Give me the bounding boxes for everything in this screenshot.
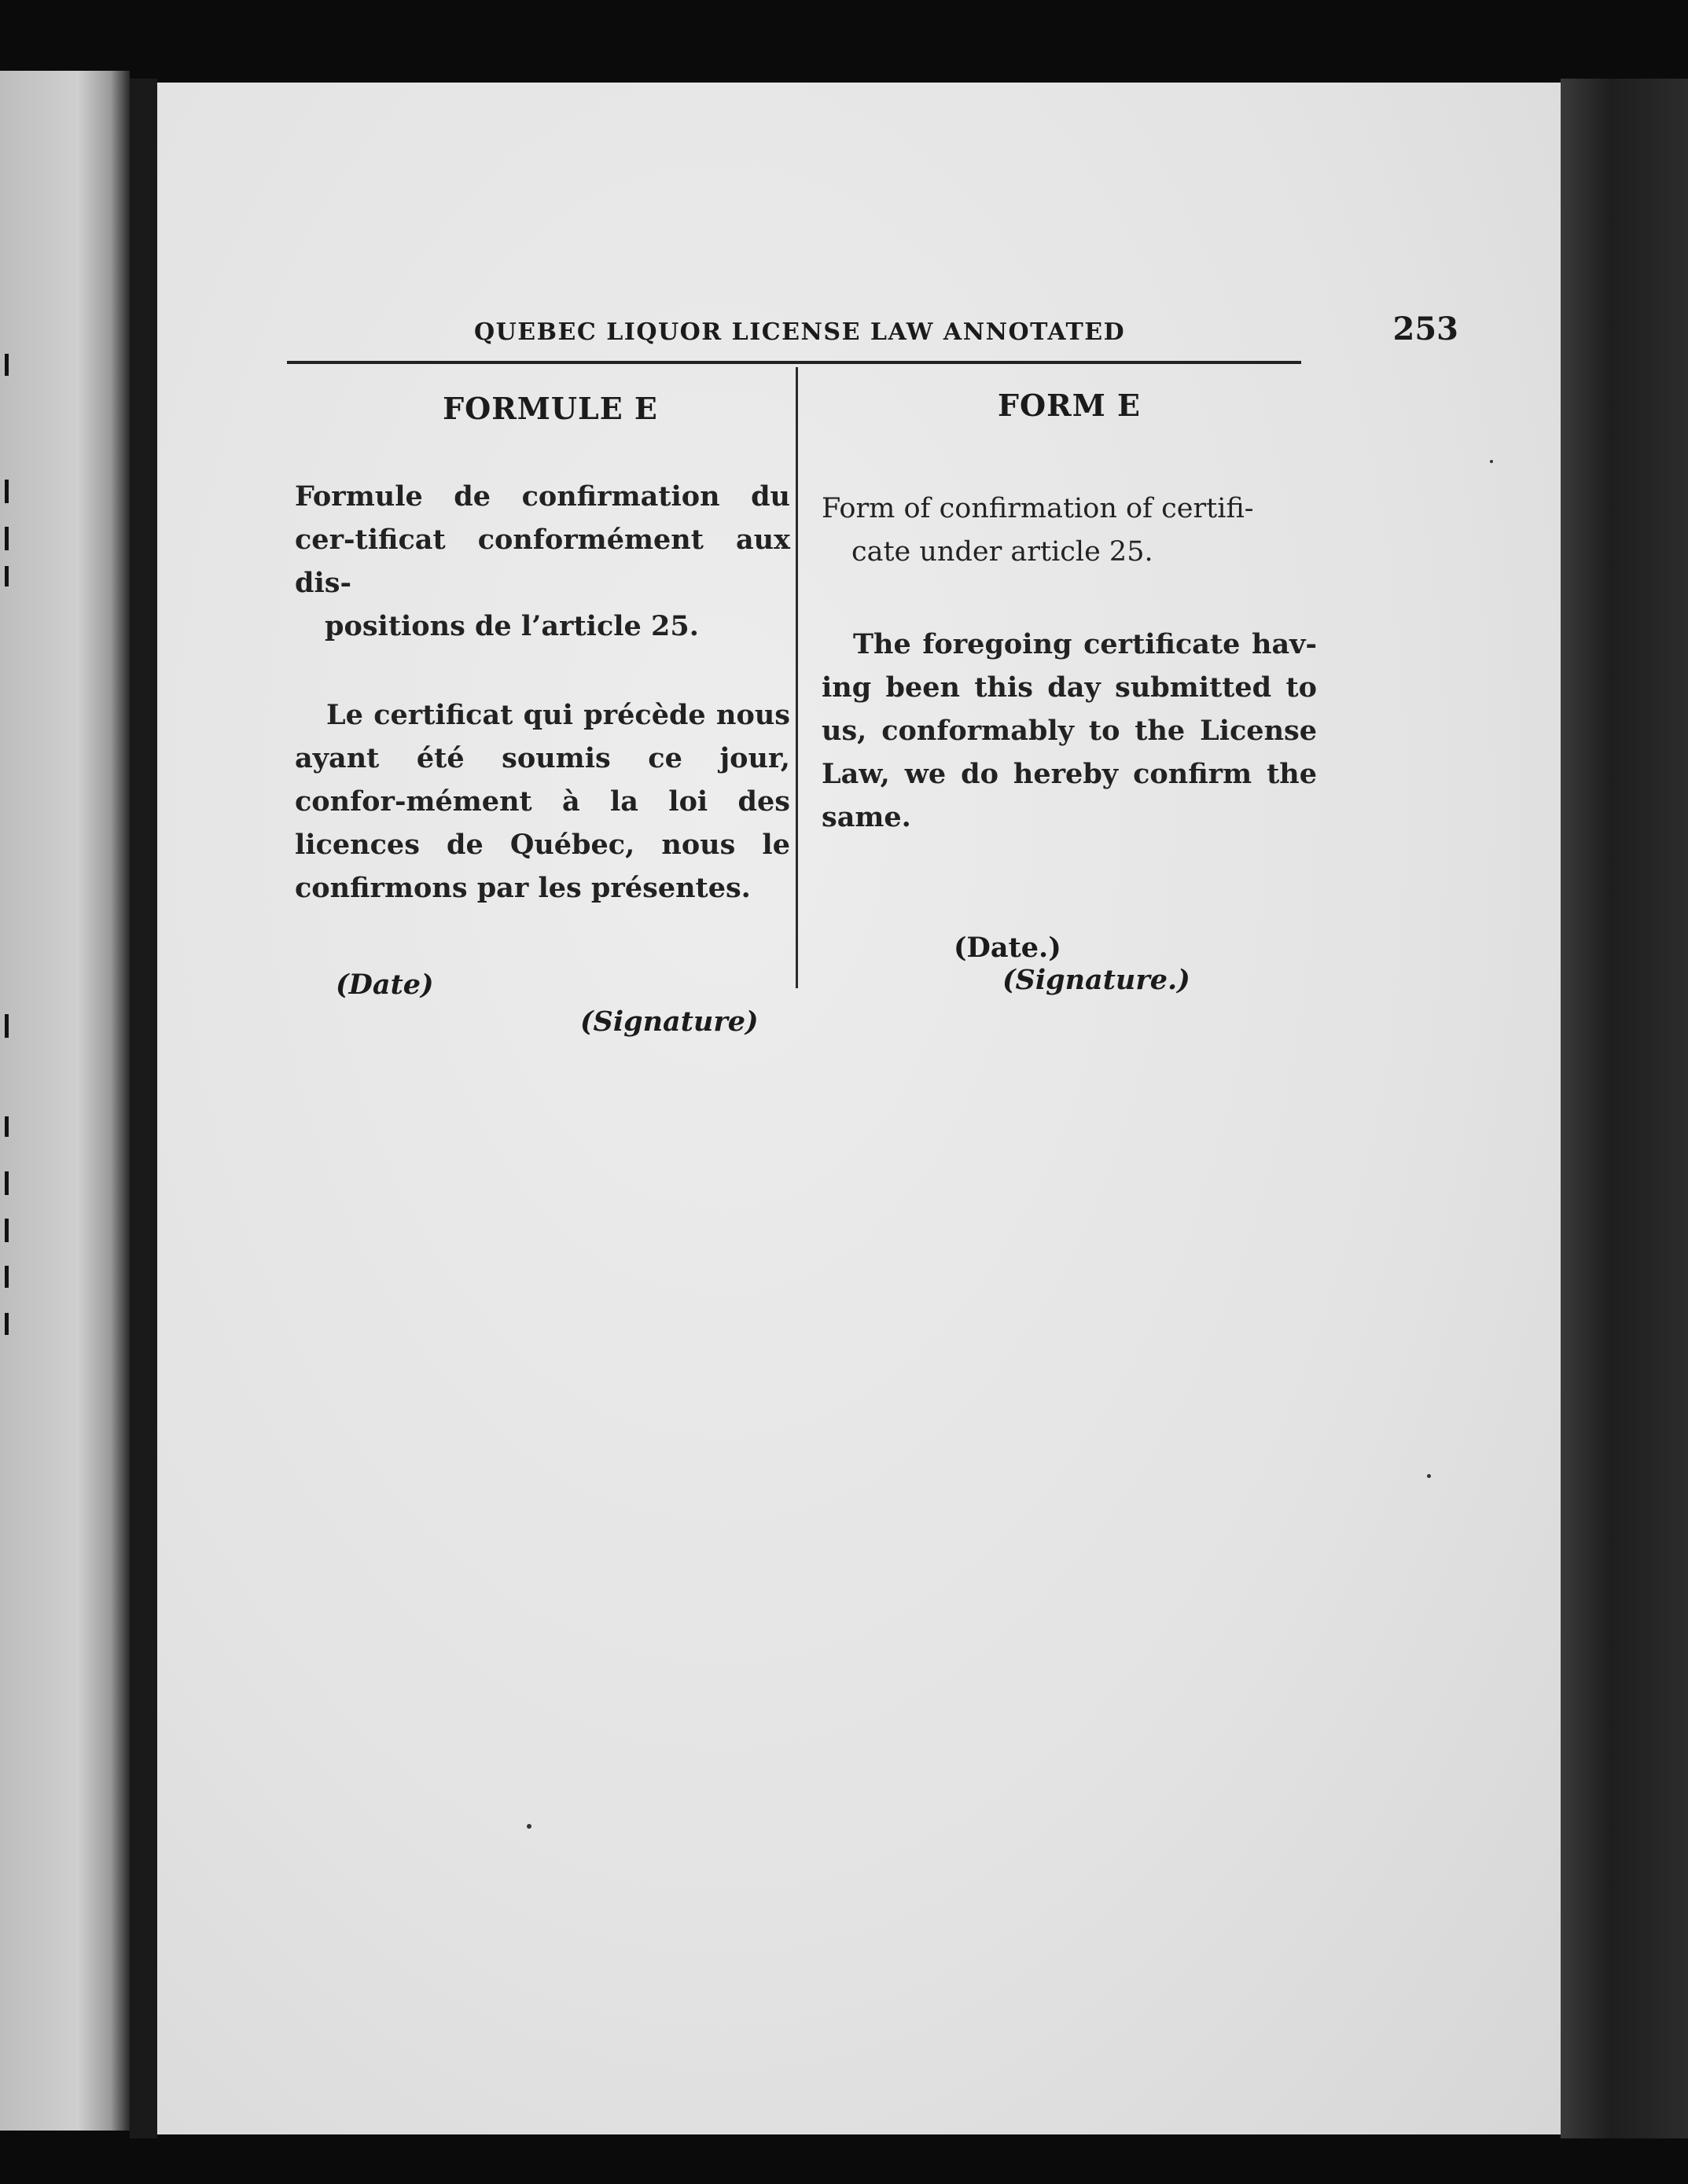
edge-mark	[5, 1116, 9, 1137]
english-date-label: (Date.)	[954, 932, 1061, 964]
english-signature-label: (Signature.)	[1002, 964, 1190, 996]
edge-mark	[5, 1266, 9, 1288]
edge-mark	[5, 566, 9, 586]
scan-speck	[527, 1824, 531, 1829]
column-divider	[796, 367, 798, 988]
running-title: QUEBEC LIQUOR LICENSE LAW ANNOTATED	[474, 318, 1126, 346]
french-form-title: FORMULE E	[443, 391, 658, 426]
book-page	[157, 83, 1561, 2134]
page-number: 253	[1392, 311, 1458, 347]
edge-mark	[5, 1313, 9, 1335]
english-form-title: FORM E	[998, 388, 1141, 423]
english-body: The foregoing certificate hav-ing been this day submitted to us, conformably to the License Law, we do hereby confirm the same.	[822, 628, 1317, 833]
french-signature-label: (Signature)	[580, 1006, 759, 1038]
english-subtitle-line2: cate under article 25.	[851, 536, 1153, 568]
book-gutter	[130, 79, 157, 2138]
previous-page-edge	[0, 71, 130, 2131]
english-subtitle-line1: Form of confirmation of certifi-	[822, 493, 1254, 524]
french-subtitle	[295, 475, 790, 648]
book-edge	[1561, 79, 1688, 2138]
edge-mark	[5, 354, 9, 376]
edge-mark	[5, 1219, 9, 1242]
running-head	[287, 311, 1458, 358]
french-body: Le certificat qui précède nous ayant été soumis ce jour, confor-mément à la loi des licences de Québec, nous le confirmons par les présentes.	[295, 699, 790, 904]
french-subtitle-line2: positions de l’article 25.	[325, 610, 699, 642]
french-date-label: (Date)	[336, 969, 434, 1001]
french-subtitle-line1: Formule de confirmation du cer-tificat conformément aux dis-	[295, 480, 790, 599]
edge-mark	[5, 1171, 9, 1195]
scan-speck	[1490, 460, 1493, 463]
scan-speck	[1427, 1474, 1431, 1478]
english-column	[822, 388, 1317, 996]
edge-mark	[5, 480, 9, 503]
edge-mark	[5, 1014, 9, 1038]
edge-mark	[5, 527, 9, 550]
header-rule	[287, 361, 1301, 364]
french-column	[295, 391, 790, 1038]
english-subtitle	[822, 487, 1317, 574]
